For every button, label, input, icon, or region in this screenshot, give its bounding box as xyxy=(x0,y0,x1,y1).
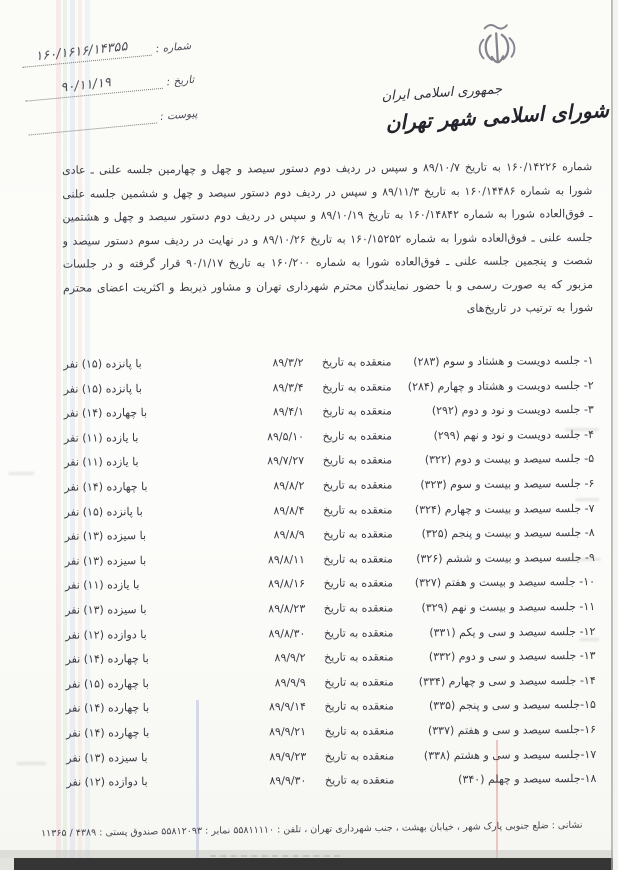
session-date: ۸۹/۳/۲ xyxy=(272,356,304,370)
session-row xyxy=(65,625,595,653)
session-convened-label: منعقده به تاریخ xyxy=(323,527,393,542)
session-convened-label: منعقده به تاریخ xyxy=(324,650,394,665)
session-date: ۸۹/۸/۹ xyxy=(273,528,305,542)
session-row xyxy=(66,674,596,702)
session-date: ۸۹/۹/۹ xyxy=(274,675,306,689)
session-row xyxy=(66,723,596,751)
session-title: ۸- جلسه سیصد و بیست و پنجم (۳۲۵) xyxy=(421,526,595,541)
session-title: ۱۷-جلسه سیصد و سی و هشتم (۳۳۸) xyxy=(423,747,597,762)
session-convened-label: منعقده به تاریخ xyxy=(323,502,393,517)
reference-stamp xyxy=(19,18,200,136)
body-paragraph: شماره ۱۶۰/۱۴۲۲۶ به تاریخ ۸۹/۱۰/۷ و سپس در ردیف دوم دستور سیصد و چهل و چهارمین جلسه علنی ـ عادی شورا به شماره ۱۶۰/۱۴۴۸۶ به تاریخ ۸۹/۱۱/۳ و سپس در ردیف دوم دستور سیصد و چهل و ششمین جلسه علنی ـ فوق‌العاده شورا به شماره ۱۶۰/۱۴۸۴۲ به تاریخ ۸۹/۱۰/۱۹ و سپس در ردیف دوم دستور سیصد و چهل و هشتمین جلسه علنی ـ فوق‌العاده شورا به شماره ۱۶۰/۱۵۲۵۲ به تاریخ ۸۹/۱۰/۲۶ و در نهایت در ردیف سوم دستور سیصد و شصت و پنجمین جلسه علنی ـ فوق‌العاده شورا به شماره ۱۶۰/۲۰۰ به تاریخ ۹۰/۱/۱۷ قرار گرفته و در جلسات مزبور که به صورت رسمی و با حضور نمایندگان محترم شهرداری تهران و مشاور ذیربط و اکثریت اعضای محترم شورا به ترتیب در تاریخ‌های xyxy=(62,160,594,315)
session-date: ۸۹/۸/۱۶ xyxy=(268,577,306,591)
session-convened-label: منعقده به تاریخ xyxy=(322,404,392,419)
organization-title: شورای اسلامی شهر تهران xyxy=(384,97,610,136)
ghost-mark xyxy=(16,762,46,765)
session-row xyxy=(64,379,594,407)
session-row xyxy=(65,600,595,628)
session-row xyxy=(65,551,595,579)
session-attendance: با سیزده (۱۳) نفر xyxy=(66,750,148,765)
attachment-label: پیوست : xyxy=(159,107,199,124)
session-attendance: با چهارده (۱۴) نفر xyxy=(65,652,149,666)
session-title: ۷- جلسه سیصد و بیست و چهارم (۳۲۴) xyxy=(414,501,595,516)
session-row xyxy=(64,428,594,456)
session-title: ۱۱- جلسه سیصد و بیست و نهم (۳۲۹) xyxy=(421,599,596,615)
session-date: ۸۹/۹/۲۳ xyxy=(269,749,307,763)
session-title: ۴- جلسه دویست و نود و نهم (۲۹۹) xyxy=(433,427,595,442)
session-title: ۹- جلسه سیصد و بیست و ششم (۳۲۶) xyxy=(416,550,595,566)
session-date: ۸۹/۹/۳۰ xyxy=(269,774,307,788)
ghost-mark xyxy=(565,428,599,431)
session-attendance: با پانزده (۱۵) نفر xyxy=(64,504,143,519)
handwritten-number: ۱۶۰/۱۶۱۶/۱۴۳۵۵ xyxy=(34,39,129,65)
footer-address: نشانی : ضلع جنوبی پارک شهر ، خیابان بهشت ، جنب شهرداری تهران ، تلفن : ۵۵۸۱۱۱۱۰ نمابر : ۵۵۸۱۲۰۹۳ صندوق پستی : ۴۳۸۹ / ۱۱۳۶۵ xyxy=(40,819,583,840)
letterhead xyxy=(363,12,609,136)
ghost-mark xyxy=(579,638,599,641)
session-convened-label: منعقده به تاریخ xyxy=(324,675,394,689)
session-attendance: با چهارده (۱۴) نفر xyxy=(63,406,148,420)
ghost-mark xyxy=(8,472,34,475)
session-attendance: با سیزده (۱۳) نفر xyxy=(64,553,147,568)
session-convened-label: منعقده به تاریخ xyxy=(322,453,393,468)
session-convened-label: منعقده به تاریخ xyxy=(324,699,394,714)
session-convened-label: منعقده به تاریخ xyxy=(323,625,394,640)
session-convened-label: منعقده به تاریخ xyxy=(321,355,392,369)
session-attendance: با دوازده (۱۲) نفر xyxy=(66,775,148,789)
session-date: ۸۹/۹/۲۱ xyxy=(269,724,307,739)
session-convened-label: منعقده به تاریخ xyxy=(324,724,395,738)
session-attendance: با چهارده (۱۴) نفر xyxy=(66,726,150,740)
number-label: شماره : xyxy=(155,39,192,56)
session-convened-label: منعقده به تاریخ xyxy=(322,429,393,443)
session-row xyxy=(66,772,596,800)
session-date: ۸۹/۳/۴ xyxy=(272,380,304,394)
handwritten-date: ۹۰/۱۱/۱۹ xyxy=(59,75,112,96)
session-title: ۱۴- جلسه سیصد و سی و چهارم (۳۳۴) xyxy=(418,673,596,688)
session-title: ۶- جلسه سیصد و بیست و سوم (۳۲۳) xyxy=(420,476,595,492)
session-row xyxy=(64,452,594,480)
session-title: ۱۵-جلسه سیصد و سی و پنجم (۳۳۵) xyxy=(428,698,596,713)
session-convened-label: منعقده به تاریخ xyxy=(322,478,393,492)
session-date: ۸۹/۸/۲ xyxy=(273,479,305,493)
session-date: ۸۹/۸/۳۰ xyxy=(268,626,306,640)
scan-edge-corner xyxy=(0,858,14,870)
sessions-list xyxy=(63,354,596,800)
session-attendance: با سیزده (۱۳) نفر xyxy=(65,603,147,617)
session-date: ۸۹/۸/۱۱ xyxy=(267,552,305,567)
session-attendance: با سیزده (۱۳) نفر xyxy=(64,529,147,543)
session-attendance: با یازده (۱۱) نفر xyxy=(63,430,139,445)
session-attendance: با پانزده (۱۵) نفر xyxy=(63,357,142,371)
session-title: ۳- جلسه دویست و نود و دوم (۲۹۲) xyxy=(431,403,594,418)
session-date: ۸۹/۵/۱۰ xyxy=(267,429,305,444)
session-title: ۱۶-جلسه سیصد و سی و هفتم (۳۳۷) xyxy=(427,722,597,738)
session-row xyxy=(66,649,596,677)
session-row xyxy=(63,354,593,382)
session-title: ۱- جلسه دویست و هشتاد و سوم (۲۸۳) xyxy=(413,354,594,369)
session-date: ۸۹/۹/۱۴ xyxy=(268,700,306,714)
country-title: جمهوری اسلامی ایران xyxy=(381,82,503,105)
session-title: ۵- جلسه سیصد و بیست و دوم (۳۲۲) xyxy=(424,452,595,467)
session-convened-label: منعقده به تاریخ xyxy=(323,576,394,591)
session-date: ۸۹/۸/۴ xyxy=(273,503,305,517)
session-row xyxy=(64,477,594,505)
session-attendance: با چهارده (۱۵) نفر xyxy=(65,676,149,691)
session-date: ۸۹/۴/۱ xyxy=(272,405,304,419)
session-attendance: با دوازده (۱۲) نفر xyxy=(65,627,147,642)
session-row xyxy=(65,575,595,603)
session-attendance: با یازده (۱۱) نفر xyxy=(64,455,139,470)
session-date: ۸۹/۸/۲۳ xyxy=(268,601,306,616)
session-title: ۱۸-جلسه سیصد و چهلم (۳۴۰) xyxy=(458,772,597,787)
session-attendance: با چهارده (۱۴) نفر xyxy=(65,701,150,716)
iran-emblem-icon xyxy=(467,17,526,78)
session-convened-label: منعقده به تاریخ xyxy=(323,552,393,566)
session-row xyxy=(66,698,596,726)
session-title: ۱۰- جلسه سیصد و بیست و هفتم (۳۲۷) xyxy=(414,575,596,590)
session-row xyxy=(64,403,594,431)
session-date: ۸۹/۹/۲ xyxy=(274,651,306,665)
session-row xyxy=(66,748,596,776)
session-date: ۸۹/۷/۲۷ xyxy=(267,454,305,468)
session-attendance: با چهارده (۱۴) نفر xyxy=(64,480,148,494)
dotted-line xyxy=(28,111,157,136)
session-attendance: با پانزده (۱۵) نفر xyxy=(63,381,142,396)
session-attendance: با یازده (۱۱) نفر xyxy=(64,578,140,593)
session-convened-label: منعقده به تاریخ xyxy=(324,748,395,763)
session-title: ۲- جلسه دویست و هشتاد و چهارم (۲۸۴) xyxy=(407,378,594,393)
scan-edge-dark xyxy=(14,858,618,870)
date-label: تاریخ : xyxy=(166,73,195,89)
page-edge-white xyxy=(613,0,618,870)
session-convened-label: منعقده به تاریخ xyxy=(324,773,395,787)
session-title: ۱۲- جلسه سیصد و سی و یکم (۳۳۱) xyxy=(429,624,596,639)
session-title: ۱۳- جلسه سیصد و سی و دوم (۳۳۲) xyxy=(428,649,596,664)
session-row xyxy=(64,502,594,530)
session-row xyxy=(65,526,595,554)
ghost-mark xyxy=(575,498,599,501)
session-convened-label: منعقده به تاریخ xyxy=(323,601,394,615)
session-convened-label: منعقده به تاریخ xyxy=(322,380,392,394)
ghost-mark xyxy=(561,558,601,561)
